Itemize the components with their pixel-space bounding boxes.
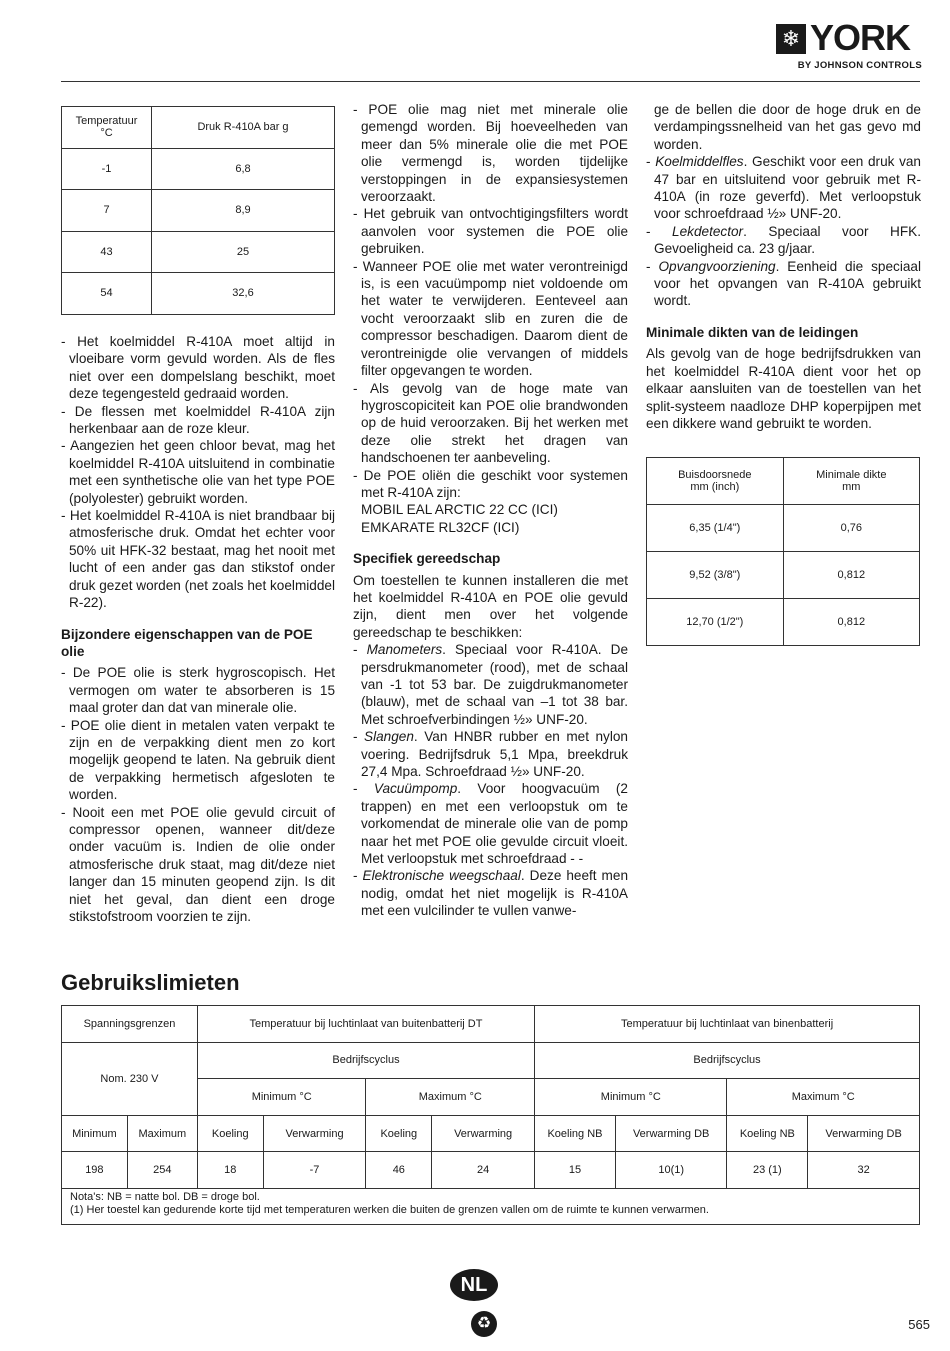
- table-header-cell: Maximum °C: [366, 1079, 535, 1116]
- list-item: - Als gevolg van de hoge mate van hygroscopiciteit kan POE olie brandwonden op de huid veroorzaken. Bij het werken met deze olie strekt het dragen van handschoenen ter aanbeveling.: [353, 380, 628, 466]
- table-header-cell: Koeling NB: [727, 1115, 808, 1152]
- table-cell: 18: [197, 1152, 263, 1189]
- table-cell: 32: [808, 1152, 920, 1189]
- table-cell: 6,8: [152, 148, 335, 190]
- pipe-thickness-table: [646, 457, 920, 646]
- recycle-icon: ♻: [471, 1311, 497, 1337]
- table-header-cell: Koeling: [366, 1115, 432, 1152]
- continued-text: ge de bellen die door de hoge druk en de verdampingssnelheid van het gas gevo md worden.: [654, 102, 921, 152]
- table-cell: Nom. 230 V: [62, 1042, 198, 1115]
- table-notes: [62, 1188, 920, 1224]
- table-cell: 25: [152, 231, 335, 273]
- table-cell: 24: [432, 1152, 535, 1189]
- note-line: (1) Her toestel kan gedurende korte tijd met temperaturen werken die buiten de grenzen vallen om de ruimte te kunnen verwarmen.: [70, 1203, 709, 1216]
- list-item: - Manometers. Speciaal voor R-410A. De persdrukmanometer (rood), met de schaal van -1 tot 53 bar. De zuigdrukmanometer (blauw), met de schaal van –1 tot 38 bar. Met schroefverbindingen ½» UNF-20.: [353, 642, 628, 727]
- list-item: - Aangezien het geen chloor bevat, mag het koelmiddel R-410A uitsluitend in combinatie met een synthetische olie van het type POE (polyolester) gebruikt worden.: [61, 438, 335, 506]
- brand-name: YORK: [810, 17, 911, 58]
- note-line: Nota's: NB = natte bol. DB = droge bol.: [70, 1190, 260, 1203]
- table-header-cell: Verwarming DB: [615, 1115, 727, 1152]
- table-header-cell: Koeling NB: [535, 1115, 616, 1152]
- table-header-cell: Spanningsgrenzen: [62, 1006, 198, 1043]
- tool-name: Lekdetector: [672, 223, 744, 239]
- list-item: - Wanneer POE olie met water verontreinigd is, is een vacuümpomp niet voldoende om het water te verwijderen. Eenteveel aan vocht veroorzaakt slib en zuren die de compressor beschadigen. Daarom dient de verontreinigde olie vervangen of middels filter opgevangen te worden.: [353, 258, 628, 379]
- table-header-cell: Temperatuur °C: [62, 107, 152, 149]
- table-row: [62, 231, 335, 273]
- list-item: - Slangen. Van HNBR rubber en met nylon voering. Bedrijfsdruk 5,1 Mpa, breekdruk 27,4 Mpa. Schroefdraad ½» UNF-20.: [353, 729, 628, 780]
- list-item: - Nooit een met POE olie gevuld circuit of compressor openen, wanneer dit/deze onder vacuüm is. Indien de olie onder atmosferische druk staat, mag dit/deze niet langer dan 15 minuten geopend zijn. Is dit niet het geval, dan dient een droge stikstofstroom voorzien te zijn.: [61, 804, 335, 924]
- section-heading: Minimale dikten van de leidingen: [646, 324, 859, 340]
- tool-description: . Speciaal voor R-410A. De persdrukmanometer (rood), met de schaal van -1 tot 53 bar. De zuigdrukmanometer (blauw), met de schaal van –1 tot 38 bar. Met schroefverbindingen ½» UNF-20.: [361, 642, 628, 727]
- table-row: [62, 107, 335, 149]
- intro-paragraph: Om toestellen te kunnen installeren die met het koelmiddel R-410A en POE olie gevuld zijn, dient men over het volgende gereedschap te beschikken:: [353, 572, 628, 640]
- table-cell: 32,6: [152, 273, 335, 315]
- section-heading: Bijzondere eigenschappen van de POE olie: [61, 626, 313, 659]
- language-badge: NL: [450, 1269, 498, 1301]
- snowflake-icon: ❄: [776, 24, 806, 54]
- table-header-cell: Verwarming: [263, 1115, 366, 1152]
- table-row: [647, 458, 920, 505]
- brand-subtitle: BY JOHNSON CONTROLS: [797, 60, 922, 71]
- table-header-cell: Minimale dikte mm: [783, 458, 919, 505]
- list-item: - De POE olie is sterk hygroscopisch. Het vermogen om water te absorberen is 15 maal groter dan dat van minerale olie.: [61, 665, 335, 716]
- table-header-cell: Temperatuur bij luchtinlaat van buitenbatterij DT: [197, 1006, 534, 1043]
- tool-description: . Deze heeft men nodig, omdat het niet mogelijk is R-410A met een vulcilinder te vullen vanwe-: [361, 868, 629, 919]
- table-cell: 0,812: [783, 599, 919, 646]
- table-header-cell: Verwarming: [432, 1115, 535, 1152]
- table-row: [647, 552, 920, 599]
- table-row: [62, 1188, 920, 1224]
- table-cell: 10(1): [615, 1152, 727, 1189]
- tool-description: . Van HNBR rubber en met nylon voering. Bedrijfsdruk 5,1 Mpa, breekdruk 27,4 Mpa. Schroefdraad ½» UNF-20.: [361, 729, 628, 780]
- table-cell: 46: [366, 1152, 432, 1189]
- list-item: - De flessen met koelmiddel R-410A zijn herkenbaar aan de roze kleur.: [61, 403, 335, 437]
- table-row: [62, 1115, 920, 1152]
- table-header-cell: Maximum °C: [727, 1079, 920, 1116]
- table-header-cell: Verwarming DB: [808, 1115, 920, 1152]
- list-item: - Het koelmiddel R-410A is niet brandbaar bij atmosferische druk. Omdat het echter voor 50% uit HFK-32 bestaat, mag het nooit met lucht of een ander gas dan stikstof onder druk gezet worden (net zoals het koelmiddel R-22).: [61, 508, 335, 611]
- table-cell: 8,9: [152, 190, 335, 232]
- usage-limits-table: [61, 1005, 920, 1225]
- tool-name: Elektronische weegschaal: [362, 868, 521, 884]
- tool-name: Koelmiddelfles: [655, 154, 744, 170]
- table-row: [62, 1006, 920, 1043]
- table-header-cell: Maximum: [127, 1115, 197, 1152]
- table-cell: -7: [263, 1152, 366, 1189]
- column-3: [646, 101, 921, 432]
- table-row: [62, 190, 335, 232]
- table-header-cell: Minimum: [62, 1115, 128, 1152]
- column-1: [61, 333, 335, 925]
- table-cell: 9,52 (3/8"): [647, 552, 784, 599]
- tool-description: . Eenheid die speciaal voor het opvangen van R-410A gebruikt wordt.: [654, 258, 921, 309]
- tool-description: . Voor hoogvacuüm (2 trappen) en met een verloopstuk om te vorkomendat de minerale olie van de pomp naar het met POE olie gevulde circuit vloeit. Met verloopstuk met schroefdraad - -: [361, 781, 628, 867]
- table-header-cell: Druk R-410A bar g: [152, 107, 335, 149]
- table-row: [62, 273, 335, 315]
- section-heading: Specifiek gereedschap: [353, 551, 501, 567]
- tool-description: . Speciaal voor HFK. Gevoeligheid ca. 23 g/jaar.: [654, 223, 921, 257]
- table-cell: 12,70 (1/2"): [647, 599, 784, 646]
- table-header-cell: Buisdoorsnede mm (inch): [647, 458, 784, 505]
- table-header-cell: Bedrijfscyclus: [197, 1042, 534, 1079]
- table-cell: 6,35 (1/4"): [647, 505, 784, 552]
- table-header-cell: Temperatuur bij luchtinlaat van binenbatterij: [535, 1006, 920, 1043]
- york-logo: [776, 17, 922, 72]
- list-item: - POE olie dient in metalen vaten verpakt te zijn en de verpakking dient men zo kort mogelijk geopend te laten. Na gebruik dient de verpakking hermetisch afgesloten te worden.: [61, 717, 335, 803]
- tool-name: Manometers: [366, 642, 443, 658]
- table-cell: 7: [62, 190, 152, 232]
- table-cell: -1: [62, 148, 152, 190]
- column-2: [353, 101, 628, 920]
- tool-description: . Geschikt voor een druk van 47 bar en uitsluitend voor gebruik met R-410A (in roze geverfd). Met verloopstuk voor schroefdraad ½» UNF-20.: [654, 154, 921, 222]
- tool-name: Slangen: [364, 729, 414, 745]
- list-item: - Opvangvoorziening. Eenheid die speciaal voor het opvangen van R-410A gebruikt wordt.: [646, 258, 921, 309]
- table-row: [62, 1042, 920, 1079]
- table-cell: 23 (1): [727, 1152, 808, 1189]
- table-header-cell: Minimum °C: [535, 1079, 727, 1116]
- table-cell: 54: [62, 273, 152, 315]
- table-header-cell: Koeling: [197, 1115, 263, 1152]
- oil-name: MOBIL EAL ARCTIC 22 CC (ICI): [361, 502, 558, 518]
- list-item: - Elektronische weegschaal. Deze heeft men nodig, omdat het niet mogelijk is R-410A met een vulcilinder te vullen vanwe-: [353, 868, 629, 919]
- list-item: - POE olie mag niet met minerale olie gemengd worden. Bij hoeveelheden van meer dan 5% minerale olie die met POE olie vermengd is, worden tijdelijke verstoppingen in de expansiesystemen veroorzaakt.: [353, 102, 628, 205]
- section-title: Gebruikslimieten: [61, 970, 240, 995]
- table-row: [647, 599, 920, 646]
- page-number: 565: [908, 1317, 930, 1332]
- paragraph: Als gevolg van de hoge bedrijfsdrukken van het koelmiddel R-410A dient voor het op elkaar aansluiten van de toestellen van het split-systeem naadloze DHP koperpijpen met een dikkere wand gebruikt te worden.: [646, 346, 921, 431]
- header-rule: [61, 81, 920, 82]
- table-header-cell: Bedrijfscyclus: [535, 1042, 920, 1079]
- table-row: [62, 148, 335, 190]
- list-item: - Lekdetector. Speciaal voor HFK. Gevoeligheid ca. 23 g/jaar.: [646, 223, 921, 257]
- table-row: [647, 505, 920, 552]
- table-cell: 198: [62, 1152, 128, 1189]
- table-cell: 15: [535, 1152, 616, 1189]
- table-cell: 0,812: [783, 552, 919, 599]
- list-item: - De POE oliën die geschikt voor systemen met R-410A zijn:: [353, 467, 628, 500]
- table-row: [62, 1152, 920, 1189]
- list-item: - Koelmiddelfles. Geschikt voor een druk van 47 bar en uitsluitend voor gebruik met R-410A (in roze geverfd). Met verloopstuk voor schroefdraad ½» UNF-20.: [646, 154, 921, 222]
- table-header-cell: Minimum °C: [197, 1079, 366, 1116]
- tool-name: Vacuümpomp: [373, 781, 458, 797]
- oil-name: EMKARATE RL32CF (ICI): [361, 519, 520, 535]
- tool-name: Opvangvoorziening: [658, 258, 776, 274]
- table-cell: 43: [62, 231, 152, 273]
- table-cell: 254: [127, 1152, 197, 1189]
- list-item: - Het gebruik van ontvochtigingsfilters wordt aanvolen voor systemen die POE olie gebruiken.: [353, 206, 628, 257]
- pressure-table: [61, 106, 335, 315]
- list-item: - Vacuümpomp. Voor hoogvacuüm (2 trappen) en met een verloopstuk om te vorkomendat de minerale olie van de pomp naar het met POE olie gevulde circuit vloeit. Met verloopstuk met schroefdraad - -: [353, 781, 628, 867]
- table-cell: 0,76: [783, 505, 919, 552]
- list-item: - Het koelmiddel R-410A moet altijd in vloeibare vorm gevuld worden. Als de fles niet over een dompelslang beschikt, moet deze tegengesteld gedraaid worden.: [61, 334, 335, 402]
